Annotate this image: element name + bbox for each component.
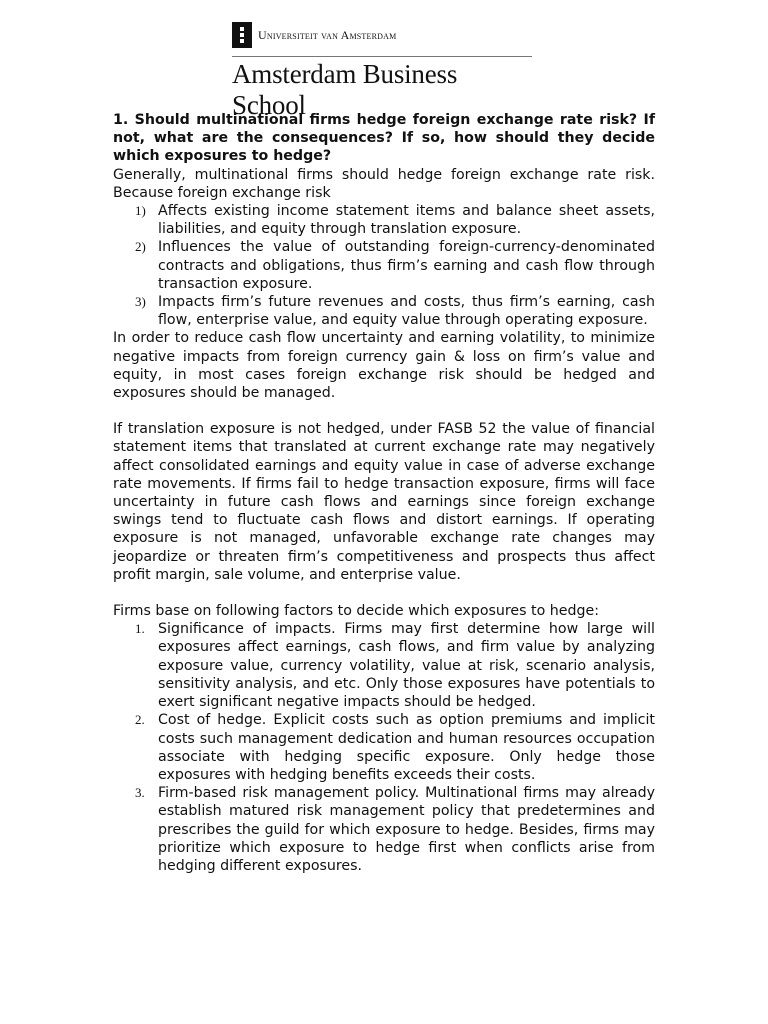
list-item-text: Influences the value of outstanding foreign-currency-denominated contracts and obligations, thus firm’s earning and cash flow through transaction exposure. <box>158 239 655 292</box>
header-divider <box>232 56 532 57</box>
university-name: Universiteit van Amsterdam <box>258 27 397 42</box>
reasons-list <box>113 202 655 329</box>
factors-list <box>113 620 655 875</box>
list-item-number: 1. <box>135 621 145 637</box>
list-item-number: 2. <box>135 712 145 728</box>
list-item <box>113 620 655 711</box>
hedge-rationale-paragraph: In order to reduce cash flow uncertainty and earning volatility, to minimize negative impacts from foreign currency gain & loss on firm’s value and equity, in most cases foreign exchange risk should be hedged and exposures should be managed. <box>113 330 655 402</box>
list-item <box>113 711 655 784</box>
list-item <box>113 293 655 329</box>
page-header <box>232 22 532 121</box>
list-item-number: 3. <box>135 785 145 801</box>
list-item-text: Impacts firm’s future revenues and costs, thus firm’s earning, cash flow, enterprise value, and equity value through operating exposure. <box>158 294 655 329</box>
list-item-text: Significance of impacts. Firms may first determine how large will exposures affect earnings, cash flows, and firm value by analyzing exposure value, currency volatility, value at risk, scenario analysis, sensitivity analysis, and etc. Only those exposures have potentials to exert significant negative impacts should be hedged. <box>158 621 655 711</box>
list-item-text: Firm-based risk management policy. Multinational firms may already establish matured risk management policy that predetermines and prescribes the guild for which exposure to hedge. Besides, firms may prioritize which exposure to hedge first when conflicts arise from hedging different exposures. <box>158 785 655 874</box>
list-item-text: Cost of hedge. Explicit costs such as option premiums and implicit costs such management dedication and human resources occupation associate with hedging specific exposure. Only hedge those exposures with hedging benefits exceeds their costs. <box>158 712 655 783</box>
list-item-number: 2) <box>135 239 146 255</box>
consequences-paragraph: If translation exposure is not hedged, under FASB 52 the value of financial statement items that translated at current exchange rate may negatively affect consolidated earnings and equity value in case of adverse exchange rate movements. If firms fail to hedge transaction exposure, firms will face uncertainty in future cash flows and earnings since foreign exchange swings tend to fluctuate cash flows and distort earnings. If operating exposure is not managed, unfavorable exchange rate changes may jeopardize or threaten firm’s competitiveness and prospects thus affect profit margin, sale volume, and enterprise value. <box>113 421 655 583</box>
list-item <box>113 202 655 238</box>
list-item-text: Affects existing income statement items and balance sheet assets, liabilities, and equity through translation exposure. <box>158 203 655 238</box>
list-item <box>113 238 655 293</box>
paragraph-spacer <box>113 402 655 420</box>
list-item <box>113 784 655 875</box>
school-name: Amsterdam Business School <box>232 59 458 120</box>
intro-paragraph: Generally, multinational firms should hedge foreign exchange rate risk. Because foreign exchange risk <box>113 166 655 201</box>
university-logo-row <box>232 22 532 48</box>
list-item-number: 1) <box>135 203 146 219</box>
list-item-number: 3) <box>135 294 146 310</box>
question-heading: 1. Should multinational firms hedge foreign exchange rate risk? If not, what are the consequences? If so, how should they decide which exposures to hedge? <box>113 112 655 165</box>
paragraph-spacer <box>113 584 655 602</box>
uva-seal-logo <box>232 22 252 48</box>
factors-intro: Firms base on following factors to decide which exposures to hedge: <box>113 603 600 620</box>
document-body <box>113 111 655 875</box>
